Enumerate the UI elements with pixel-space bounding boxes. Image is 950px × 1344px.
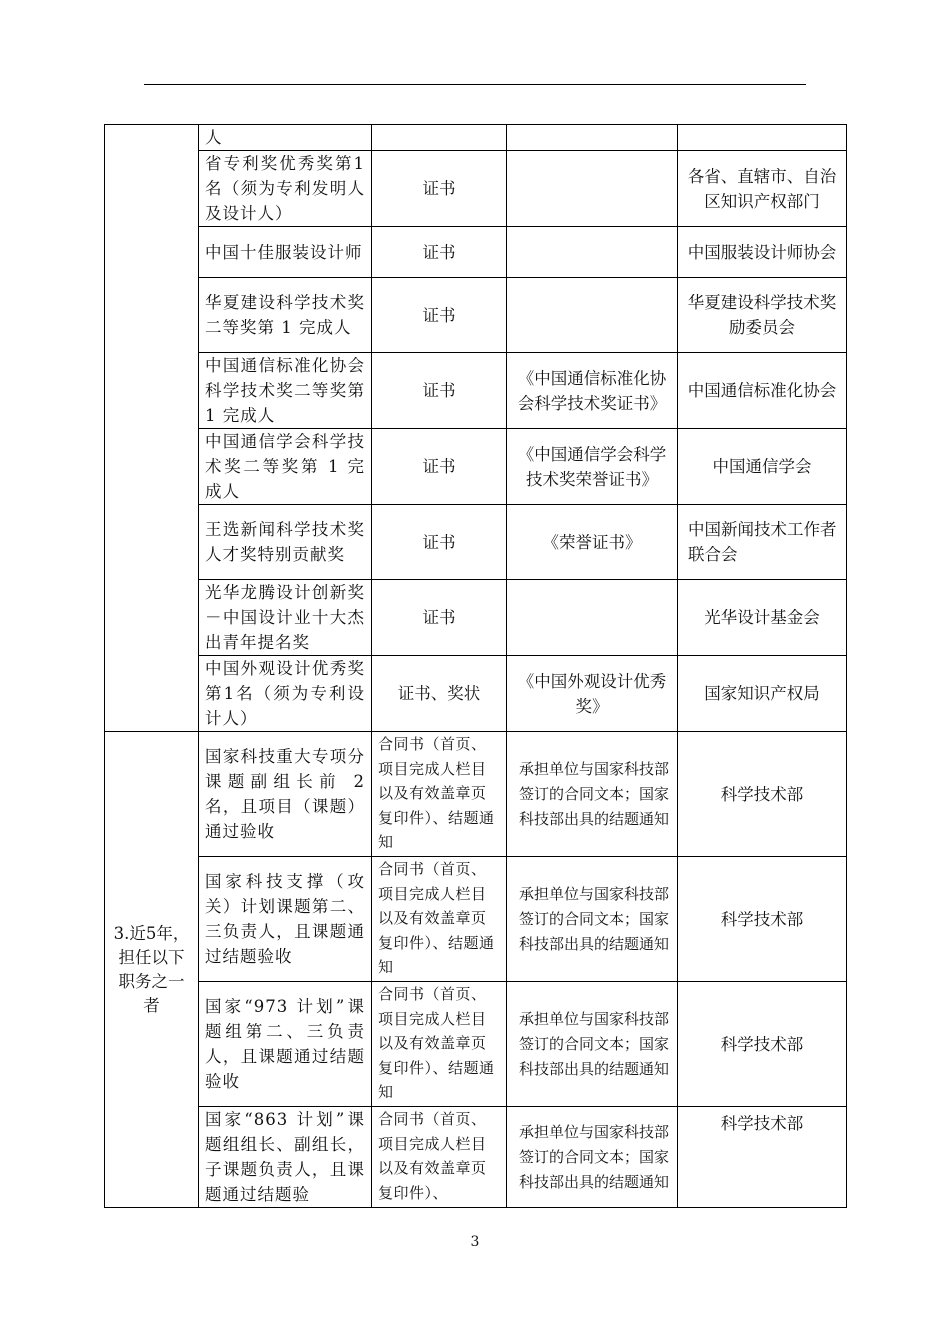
unit-cell: 科学技术部 [678,857,847,982]
material-cell: 证书 [372,429,507,505]
item-cell: 中国通信学会科学技术奖二等奖第 1 完成人 [199,429,372,505]
material-cell: 证书 [372,151,507,227]
category-cell-continued [105,125,199,732]
material-cell: 证书 [372,353,507,429]
document-cell [507,580,678,656]
unit-cell: 中国服装设计师协会 [678,227,847,278]
material-cell: 合同书（首页、项目完成人栏目以及有效盖章页复印件）、结题通知 [372,982,507,1107]
unit-cell: 光华设计基金会 [678,580,847,656]
material-cell: 证书 [372,278,507,353]
page-number: 3 [470,1234,480,1250]
item-cell: 国家科技重大专项分课题副组长前 2 名，且项目（课题）通过验收 [199,732,372,857]
document-cell: 承担单位与国家科技部签订的合同文本；国家科技部出具的结题通知 [507,1107,678,1208]
material-cell: 合同书（首页、项目完成人栏目以及有效盖章页复印件）、 [372,1107,507,1208]
table-row [105,580,847,656]
table-row [105,151,847,227]
unit-cell: 科学技术部 [678,732,847,857]
item-cell: 省专利奖优秀奖第1名（须为专利发明人及设计人） [199,151,372,227]
qualification-table [104,124,847,1208]
material-cell [372,125,507,151]
table-row [105,505,847,580]
document-cell [507,227,678,278]
unit-cell [678,125,847,151]
table-row [105,982,847,1107]
item-cell: 光华龙腾设计创新奖－中国设计业十大杰出青年提名奖 [199,580,372,656]
material-cell: 证书、奖状 [372,656,507,732]
item-cell: 人 [199,125,372,151]
unit-cell: 国家知识产权局 [678,656,847,732]
item-cell: 国家“973 计划”课题组第二、三负责人，且课题通过结题验收 [199,982,372,1107]
table-row [105,429,847,505]
item-cell: 中国十佳服装设计师 [199,227,372,278]
table-row [105,857,847,982]
unit-cell: 中国新闻技术工作者联合会 [678,505,847,580]
item-cell: 中国通信标准化协会科学技术奖二等奖第 1 完成人 [199,353,372,429]
document-cell: 《荣誉证书》 [507,505,678,580]
unit-cell: 华夏建设科学技术奖励委员会 [678,278,847,353]
table-row [105,125,847,151]
table-row [105,1107,847,1208]
document-cell [507,278,678,353]
unit-cell: 中国通信学会 [678,429,847,505]
unit-cell: 科学技术部 [678,1107,847,1208]
material-cell: 证书 [372,580,507,656]
item-cell: 国家“863 计划”课题组组长、副组长，子课题负责人，且课题通过结题验 [199,1107,372,1208]
unit-cell: 各省、直辖市、自治区知识产权部门 [678,151,847,227]
unit-cell: 中国通信标准化协会 [678,353,847,429]
material-cell: 证书 [372,505,507,580]
material-cell: 合同书（首页、项目完成人栏目以及有效盖章页复印件）、结题通知 [372,857,507,982]
material-cell: 合同书（首页、项目完成人栏目以及有效盖章页复印件）、结题通知 [372,732,507,857]
table-row [105,278,847,353]
item-cell: 王选新闻科学技术奖人才奖特别贡献奖 [199,505,372,580]
material-cell: 证书 [372,227,507,278]
item-cell: 国家科技支撑（攻关）计划课题第二、三负责人，且课题通过结题验收 [199,857,372,982]
document-cell: 《中国通信学会科学技术奖荣誉证书》 [507,429,678,505]
document-cell [507,151,678,227]
document-cell: 《中国通信标准化协会科学技术奖证书》 [507,353,678,429]
document-cell: 承担单位与国家科技部签订的合同文本；国家科技部出具的结题通知 [507,857,678,982]
document-cell: 承担单位与国家科技部签订的合同文本；国家科技部出具的结题通知 [507,732,678,857]
table-row [105,656,847,732]
header-rule [144,84,806,85]
item-cell: 中国外观设计优秀奖第1名（须为专利设计人） [199,656,372,732]
table-row [105,732,847,857]
table-row [105,227,847,278]
document-cell [507,125,678,151]
document-cell: 《中国外观设计优秀奖》 [507,656,678,732]
document-cell: 承担单位与国家科技部签订的合同文本；国家科技部出具的结题通知 [507,982,678,1107]
unit-cell: 科学技术部 [678,982,847,1107]
category-cell: 3.近5年，担任以下职务之一者 [105,732,199,1208]
item-cell: 华夏建设科学技术奖二等奖第 1 完成人 [199,278,372,353]
table-row [105,353,847,429]
